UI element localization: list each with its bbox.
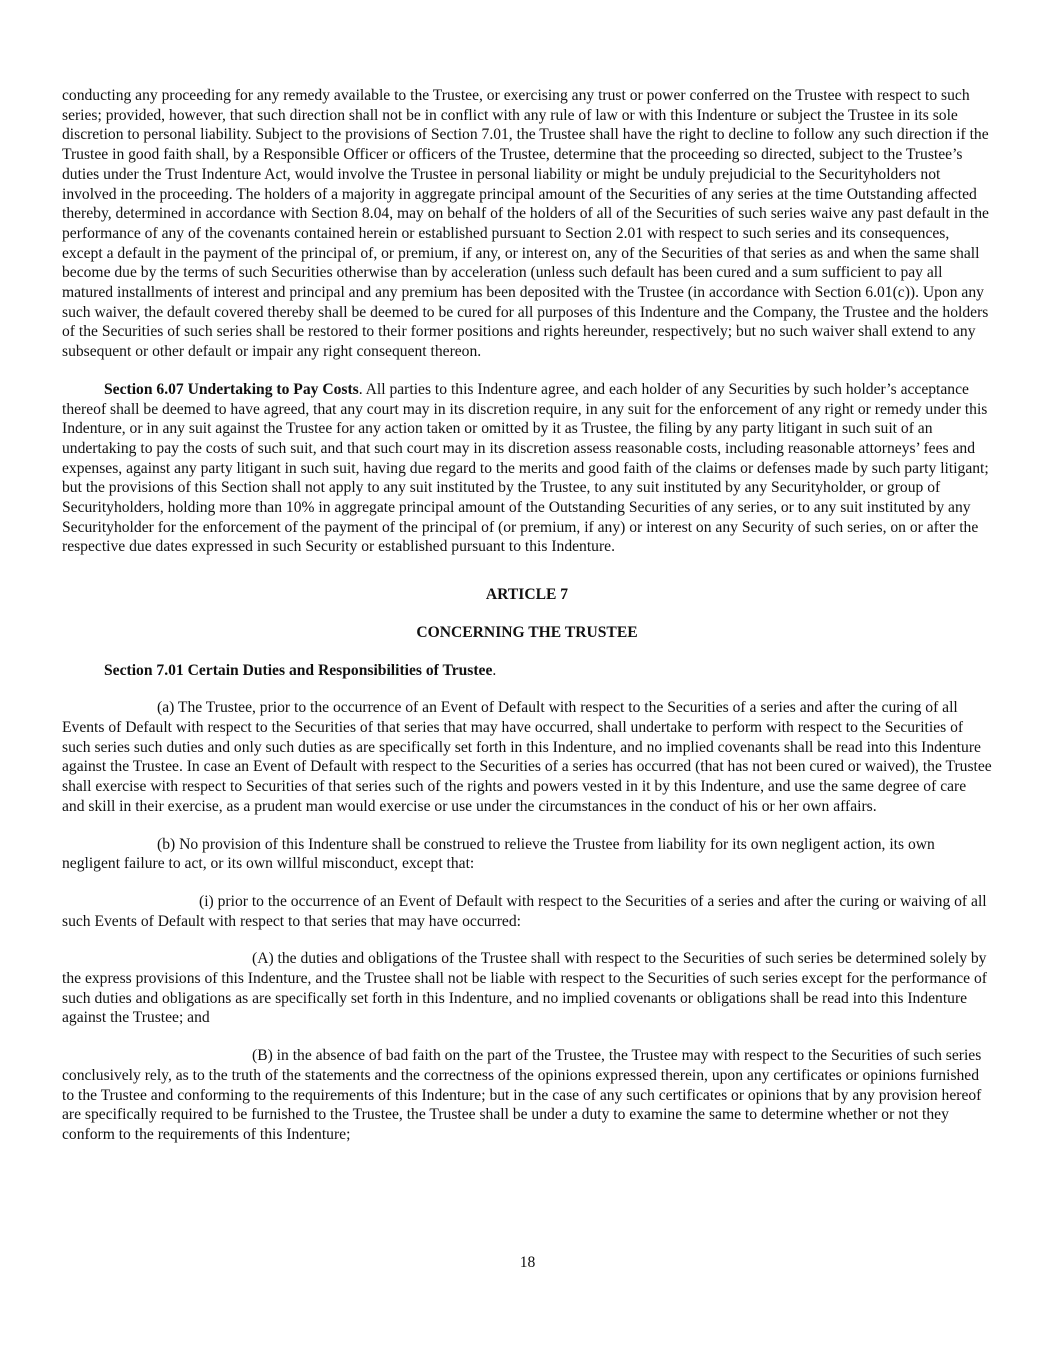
article-title: CONCERNING THE TRUSTEE	[416, 623, 638, 641]
article-number: ARTICLE 7	[485, 586, 569, 604]
section-6-07-title: Section 6.07 Undertaking to Pay Costs	[104, 380, 359, 398]
section-6-07-paragraph	[62, 380, 992, 557]
page-number: 18	[519, 1254, 536, 1271]
paragraph-i: (i) prior to the occurrence of an Event of Default with respect to the Securities of a series and after the curing or waiving of all such Events of Default with respect to that series that may have occurred:	[62, 892, 987, 930]
paragraph-A: (A) the duties and obligations of the Trustee shall with respect to the Securities of such series be determined solely by the express provisions of this Indenture, and the Trustee shall not be liable with respect to the Securities of such series except for the performance of such duties and obligations as are specifically set forth in this Indenture, and no implied covenants or obligations shall be read into this Indenture against the Trustee; and	[62, 950, 987, 1027]
section-7-01-title: Section 7.01 Certain Duties and Responsibilities of Trustee	[104, 661, 493, 679]
paragraph-a: (a) The Trustee, prior to the occurrence of an Event of Default with respect to the Securities of a series and after the curing of all Events of Default with respect to the Securities of that series that may have occurred, shall undertake to perform with respect to the Securities of such series such duties and only such duties as are specifically set forth in this Indenture, and no implied covenants shall be read into this Indenture against the Trustee. In case an Event of Default with respect to the Securities of a series has occurred (that has not been cured or waived), the Trustee shall exercise with respect to Securities of that series such of the rights and powers vested in it by this Indenture, and use the same degree of care and skill in their exercise, as a prudent man would exercise or use under the circumstances in the conduct of his or her own affairs.	[62, 699, 992, 815]
document-page	[62, 86, 992, 1145]
paragraph-B: (B) in the absence of bad faith on the part of the Trustee, the Trustee may with respect to the Securities of such series conclusively rely, as to the truth of the statements and the correctness of the opinions expressed therein, upon any certificates or opinions furnished to the Trustee and conforming to the requirements of this Indenture; but in the case of any such certificates or opinions that by any provision hereof are specifically required to be furnished to the Trustee, the Trustee shall be under a duty to examine the same to determine whether or not they conform to the requirements of this Indenture;	[62, 1047, 982, 1143]
section-7-01-heading	[62, 661, 992, 681]
paragraph-b: (b) No provision of this Indenture shall be construed to relieve the Trustee from liability for its own negligent action, its own negligent failure to act, or its own willful misconduct, except that:	[62, 835, 935, 873]
section-6-07-body: . All parties to this Indenture agree, and each holder of any Securities by such holder’s acceptance thereof shall be deemed to have agreed, that any court may in its discretion require, in any suit for the enforcement of any right or remedy under this Indenture, or in any suit against the Trustee for any action taken or omitted by it as Trustee, the filing by any party litigant in such suit of an undertaking to pay the costs of such suit, and that such court may in its discretion assess reasonable costs, including reasonable attorneys’ fees and expenses, against any party litigant in such suit, having due regard to the merits and good faith of the claims or defenses made by such party litigant; but the provisions of this Section shall not apply to any suit instituted by the Trustee, to any suit instituted by any Securityholder, or group of Securityholders, holding more than 10% in aggregate principal amount of the Outstanding Securities of any series, or to any suit instituted by any Securityholder for the enforcement of the payment of the principal of (or premium, if any) or interest on any Security of such series, on or after the respective due dates expressed in such Security or established pursuant to this Indenture.	[62, 380, 989, 556]
section-7-01-period: .	[492, 661, 497, 679]
paragraph-continuation: conducting any proceeding for any remedy available to the Trustee, or exercising any trust or power conferred on the Trustee with respect to such series; provided, however, that such direction shall not be in conflict with any rule of law or with this Indenture or subject the Trustee in its sole discretion to personal liability. Subject to the provisions of Section 7.01, the Trustee shall have the right to decline to follow any such direction if the Trustee in good faith shall, by a Responsible Officer or officers of the Trustee, determine that the proceeding so directed, subject to the Trustee’s duties under the Trust Indenture Act, would involve the Trustee in personal liability or might be unduly prejudicial to the Securityholders not involved in the proceeding. The holders of a majority in aggregate principal amount of the Securities of any series at the time Outstanding affected thereby, determined in accordance with Section 8.04, may on behalf of the holders of all of the Securities of such series waive any past default in the performance of any of the covenants contained herein or established pursuant to Section 2.01 with respect to such series and its consequences, except a default in the payment of the principal of, or premium, if any, or interest on, any of the Securities of that series as and when the same shall become due by the terms of such Securities otherwise than by acceleration (unless such default has been cured and a sum sufficient to pay all matured installments of interest and principal and any premium has been deposited with the Trustee (in accordance with Section 6.01(c)). Upon any such waiver, the default covered thereby shall be deemed to be cured for all purposes of this Indenture and the Company, the Trustee and the holders of the Securities of such series shall be restored to their former positions and rights hereunder, respectively; but no such waiver shall extend to any subsequent or other default or impair any right consequent thereon.	[62, 87, 989, 361]
